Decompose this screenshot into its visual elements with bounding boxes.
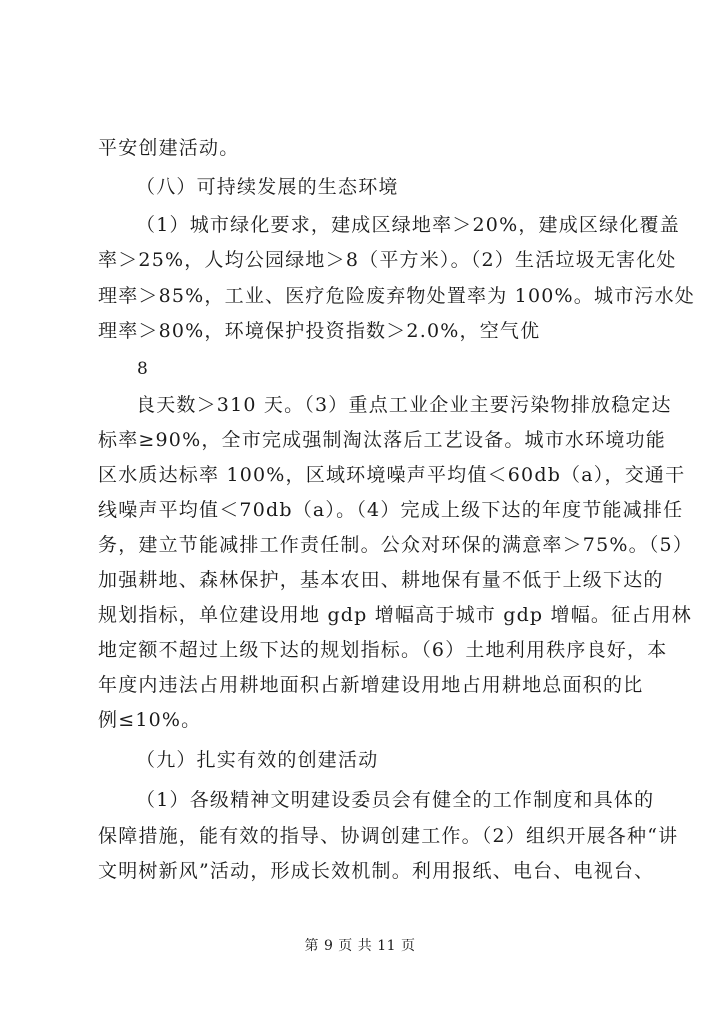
text-line: 线噪声平均值＜70db（a）。（4）完成上级下达的年度节能减排任 — [98, 499, 684, 521]
text-line: 规划指标，单位建设用地 gdp 增幅高于城市 gdp 增幅。征占用林 — [98, 604, 692, 626]
page-footer: 第 9 页 共 11 页 — [304, 938, 416, 954]
section-heading: （八）可持续发展的生态环境 — [136, 176, 399, 198]
text-line: 率＞25%，人均公园绿地＞8（平方米）。（2）生活垃圾无害化处 — [98, 249, 677, 271]
text-line: 理率＞85%，工业、医疗危险废弃物处置率为 100%。城市污水处 — [98, 285, 695, 307]
text-line: 地定额不超过上级下达的规划指标。（6）土地利用秩序良好，本 — [98, 639, 668, 661]
text-line: 务，建立节能减排工作责任制。公众对环保的满意率＞75%。（5） — [98, 534, 694, 556]
text-line: 标率≥90%，全市完成强制淘汰落后工艺设备。城市水环境功能 — [98, 429, 666, 451]
section-heading: （九）扎实有效的创建活动 — [136, 749, 379, 771]
text-line: 文明树新风”活动，形成长效机制。利用报纸、电台、电视台、 — [98, 860, 655, 882]
text-line: 理率＞80%，环境保护投资指数＞2.0%，空气优 — [98, 320, 541, 342]
text-line: 区水质达标率 100%，区域环境噪声平均值＜60db（a），交通干 — [98, 464, 686, 486]
text-line: （1）城市绿化要求，建成区绿地率＞20%，建成区绿化覆盖 — [136, 214, 680, 236]
text-line: （1）各级精神文明建设委员会有健全的工作制度和具体的 — [136, 789, 655, 811]
text-line: 例≤10%。 — [98, 709, 202, 731]
text-line: 加强耕地、森林保护，基本农田、耕地保有量不低于上级下达的 — [98, 569, 664, 591]
text-line: 良天数＞310 天。（3）重点工业企业主要污染物排放稳定达 — [136, 394, 672, 416]
embedded-page-number: 8 — [137, 359, 148, 379]
text-line: 平安创建活动。 — [98, 137, 240, 159]
text-line: 年度内违法占用耕地面积占新增建设用地占用耕地总面积的比 — [98, 674, 644, 696]
text-line: 保障措施，能有效的指导、协调创建工作。（2）组织开展各种“讲 — [98, 825, 679, 847]
